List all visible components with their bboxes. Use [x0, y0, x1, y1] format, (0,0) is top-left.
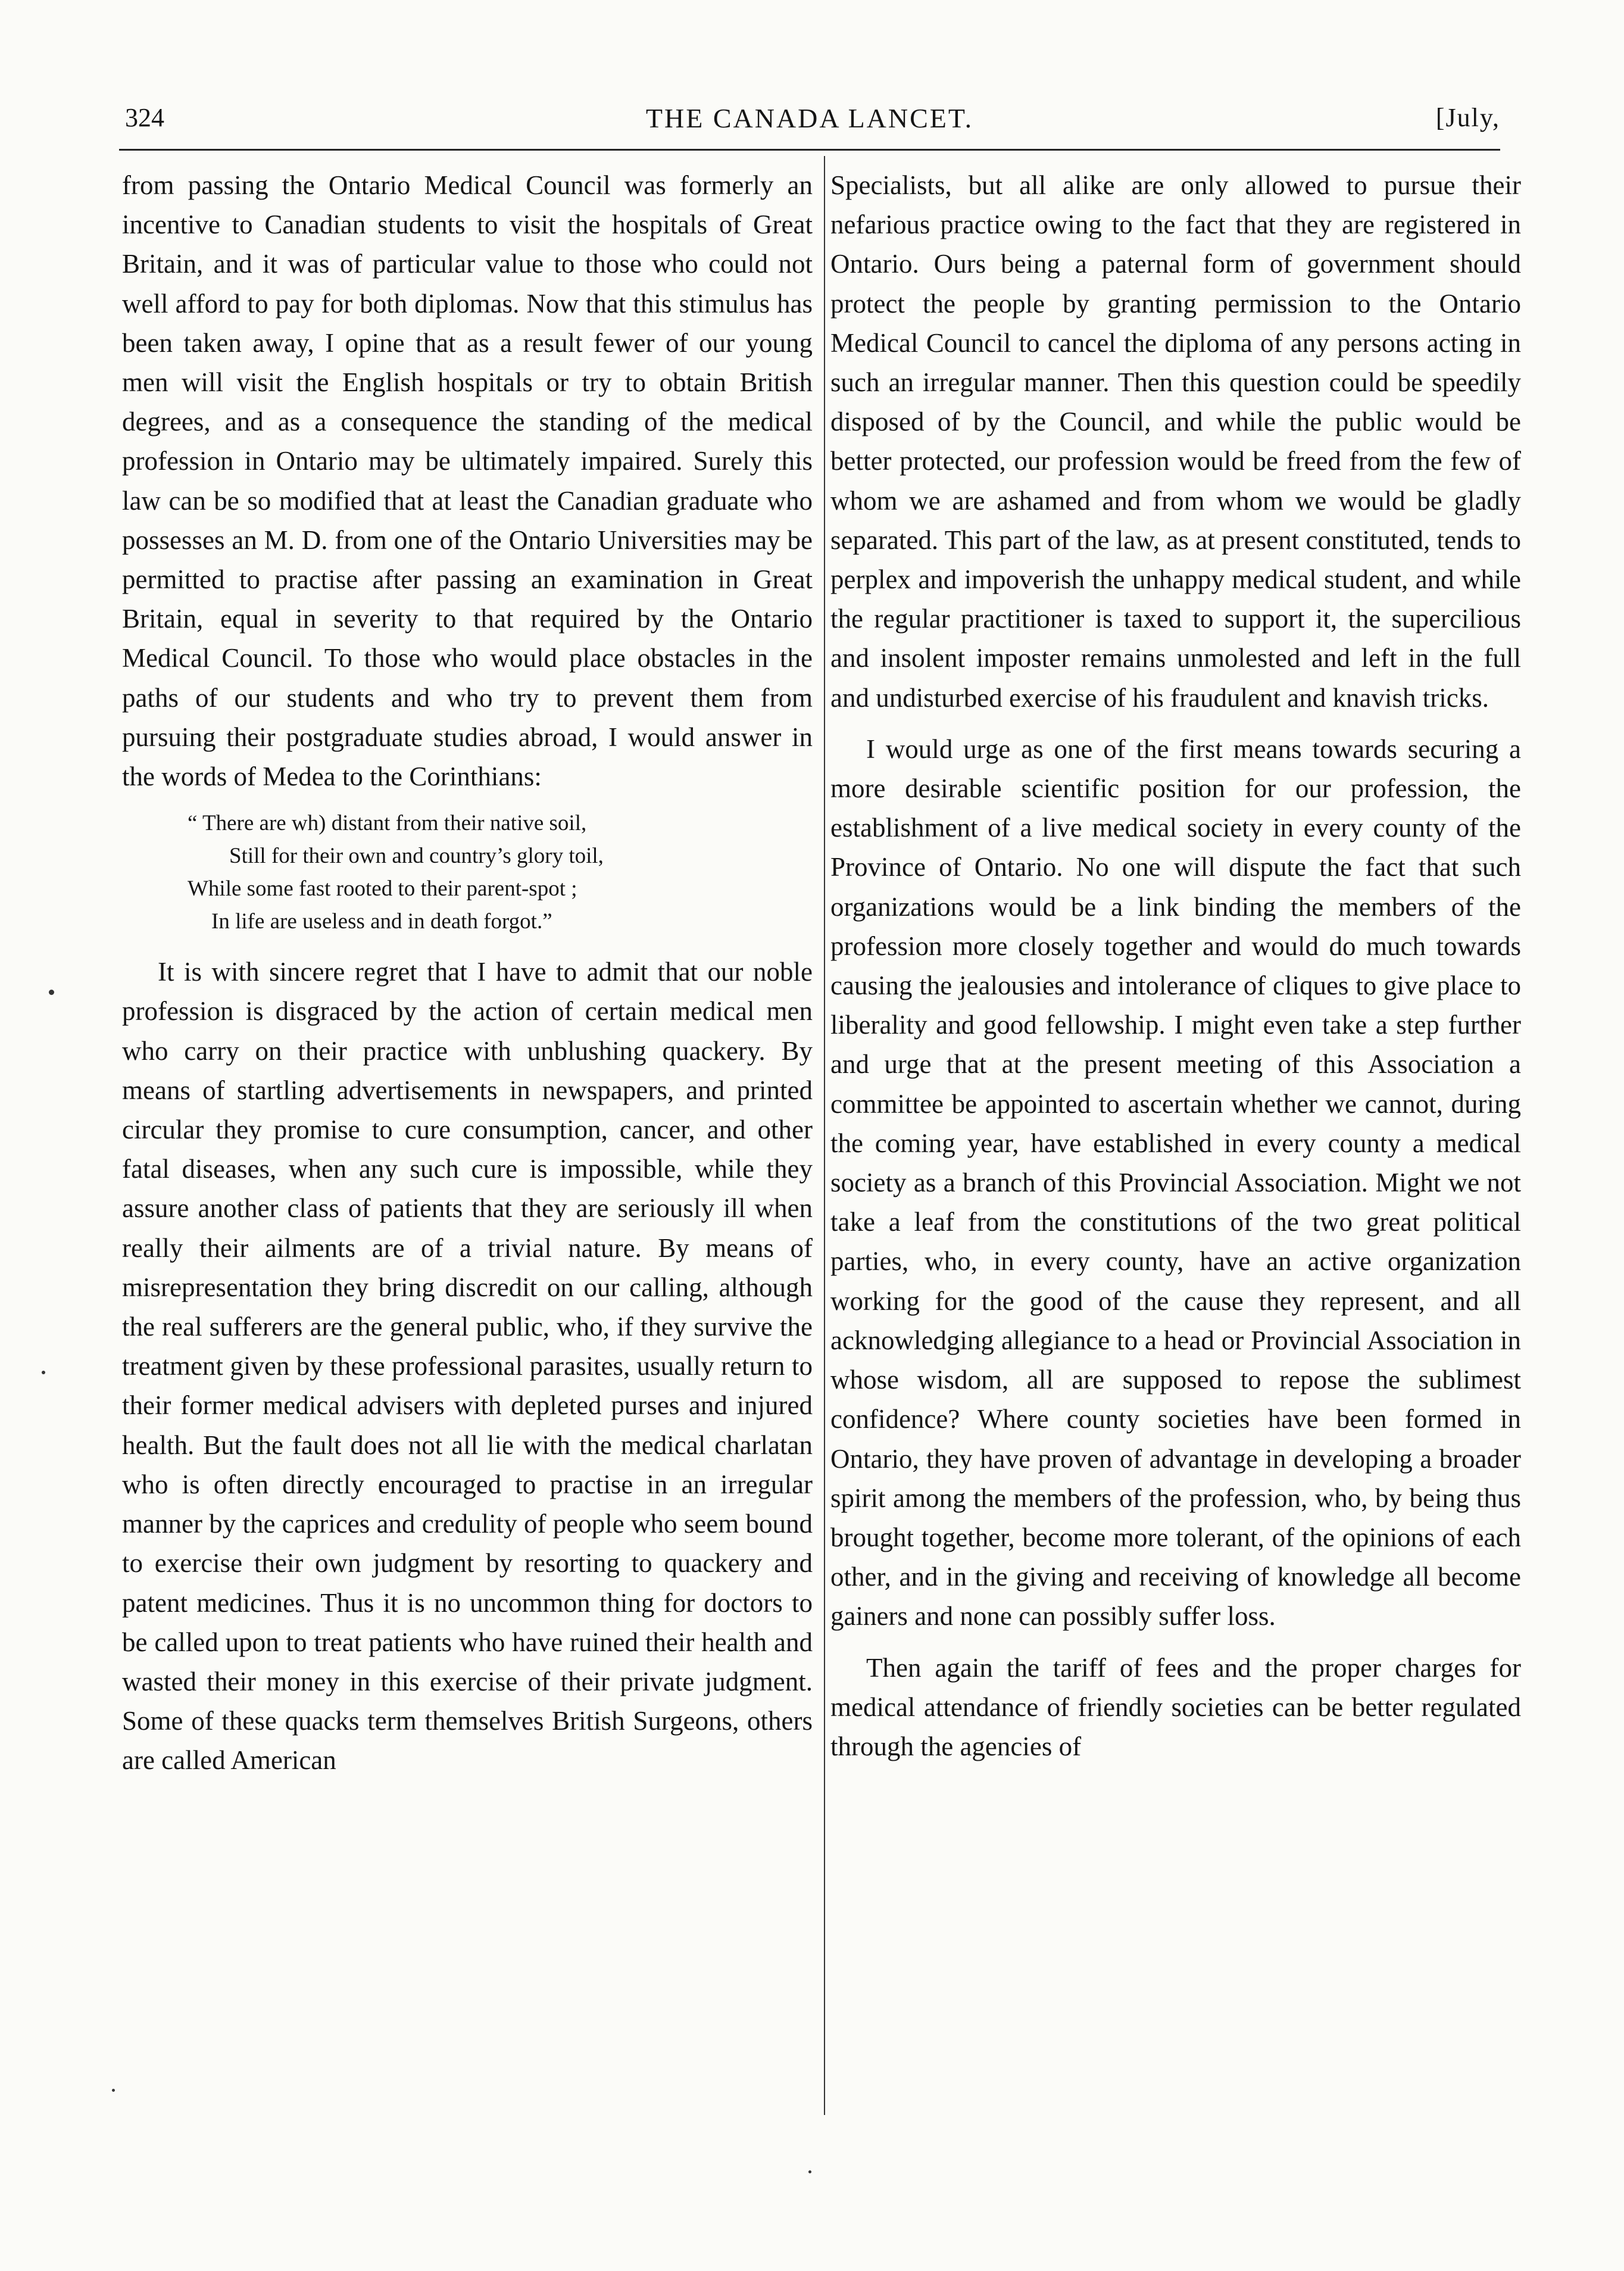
page-number: 324	[125, 103, 164, 132]
paragraph: Then again the tariff of fees and the proper charges for medical attendance of friendly societies can be better regulated through the agencies of	[830, 1652, 1521, 1761]
issue-month: [July,	[1435, 103, 1500, 132]
paragraph: I would urge as one of the first means towards securing a more desirable scientific position for our profession, the establishment of a live medical society in every county of the Province of Ontario. No one will dispute the fact that such organizations would be a link binding the members of the profession more closely together and would do much towards causing the jealousies and intolerance of cliques to give place to liberality and good fellowship. I might even take a step further and urge that at the present meeting of this Association a committee be appointed to ascertain whether we cannot, during the coming year, have established in every county a medical society as a branch of this Provincial Association. Might we not take a leaf from the constitutions of the two great political parties, who, in every county, have an active organization working for the good of the cause they represent, and all acknowledging allegiance to a head or Provincial Association in whose wisdom, all are supposed to repose the sublimest confidence? Where county societies have been formed in Ontario, they have proven of advantage in developing a broader spirit among the members of the profession, who, by being thus brought together, become more tolerant, of the opinions of each other, and in the giving and receiving of knowledge all become gainers and none can possibly suffer loss.	[830, 734, 1521, 1631]
ink-speck	[112, 2089, 115, 2092]
poem-quote	[122, 807, 813, 938]
poem-line: Still for their own and country’s glory toil,	[229, 844, 604, 869]
poem-line: In life are useless and in death forgot.”	[211, 909, 552, 934]
ink-speck	[42, 1371, 45, 1374]
column-divider	[824, 156, 825, 2115]
poem-line: While some fast rooted to their parent-spot ;	[188, 876, 577, 901]
paragraph: from passing the Ontario Medical Council was formerly an incentive to Canadian students to visit the hospitals of Great Britain, and it was of particular value to those who could not well afford to pay for both diplomas. Now that this stimulus has been taken away, I opine that as a result fewer of our young men will visit the English hospitals or try to obtain British degrees, and as a consequence the standing of the medical profession in Ontario may be ultimately impaired. Surely this law can be so modified that at least the Canadian graduate who possesses an M. D. from one of the Ontario Universities may be permitted to practise after passing an examination in Great Britain, equal in severity to that required by the Ontario Medical Council. To those who would place obstacles in the paths of our students and who try to prevent them from pursuing their postgraduate studies abroad, I would answer in the words of Medea to the Corinthians:	[122, 170, 813, 792]
paragraph: It is with sincere regret that I have to admit that our noble profession is disgraced by the action of certain medical men who carry on their practice with unblushing quackery. By means of startling advertisements in newspapers, and printed circular they promise to cure consumption, cancer, and other fatal diseases, when any such cure is impossible, while they assure another class of patients that they are seriously ill when really their ailments are of a trivial nature. By means of misrepresentation they bring discredit on our calling, although the real sufferers are the general public, who, if they survive the treatment given by these professional parasites, usually return to their former medical advisers with depleted purses and injured health. But the fault does not all lie with the medical charlatan who is often directly encouraged to practise in an irregular manner by the caprices and credulity of people who seem bound to exercise their own judgment by resorting to quackery and patent medicines. Thus it is no uncommon thing for doctors to be called upon to treat patients who have ruined their health and wasted their money in this exercise of their private judgment. Some of these quacks term themselves British Surgeons, others are called American	[122, 957, 813, 1776]
poem-line: “ There are wh) distant from their native soil,	[188, 811, 587, 836]
journal-title: THE CANADA LANCET.	[645, 103, 974, 133]
ink-speck	[808, 2170, 811, 2173]
right-column	[830, 166, 1521, 1766]
page-header	[119, 102, 1500, 150]
left-column	[122, 166, 813, 1780]
paragraph: Specialists, but all alike are only allowed to pursue their nefarious practice owing to the fact that they are registered in Ontario. Ours being a paternal form of government should protect the people by granting permission to the Ontario Medical Council to cancel the diploma of any persons acting in such an irregular manner. Then this question could be speedily disposed of by the Council, and while the public would be better protected, our profession would be freed from the few of whom we are ashamed and from whom we would be gladly separated. This part of the law, as at present constituted, tends to perplex and impoverish the unhappy medical student, and while the regular practitioner is taxed to support it, the supercilious and insolent imposter remains unmolested and left in the full and undisturbed exercise of his fraudulent and knavish tricks.	[830, 170, 1521, 713]
ink-speck	[49, 990, 54, 995]
header-rule	[119, 149, 1500, 151]
